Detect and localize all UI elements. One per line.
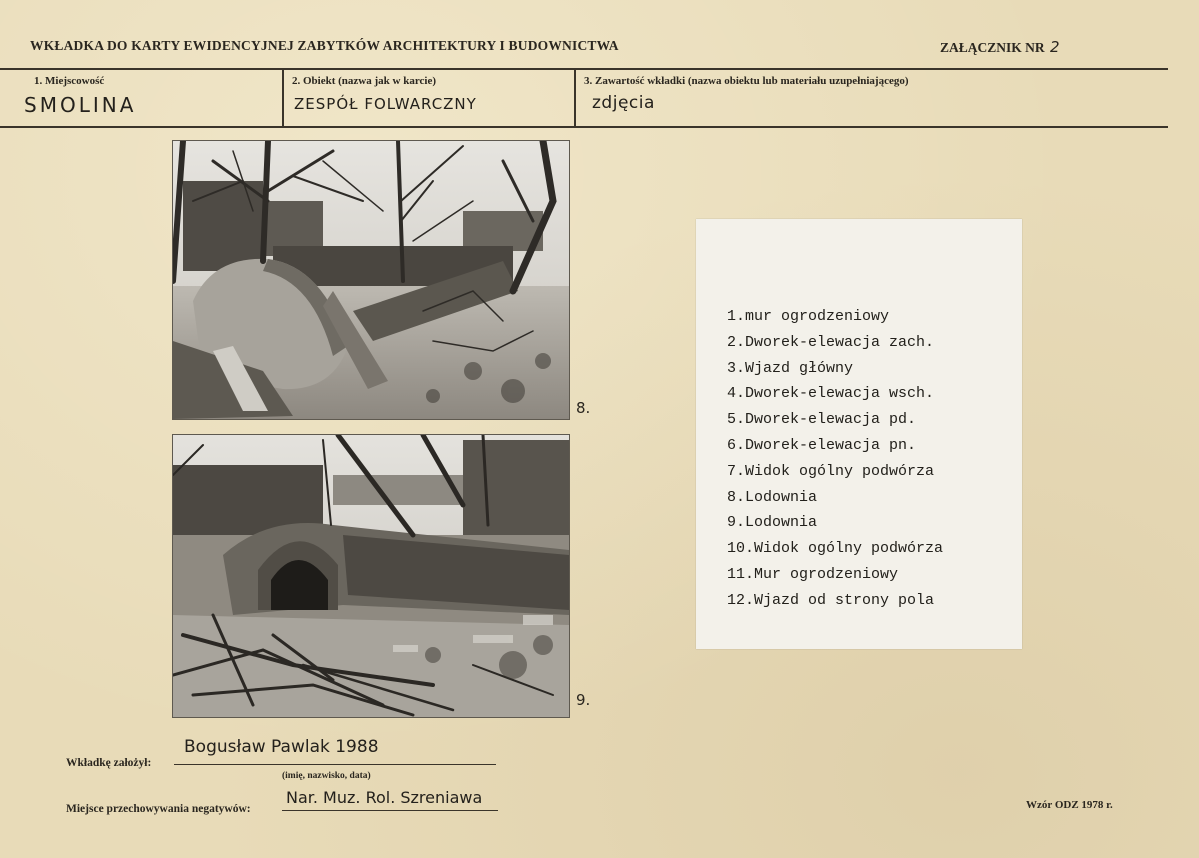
photo-number-8: 8. (576, 399, 591, 417)
photo-ice-house-2-image (173, 435, 569, 717)
photo-ice-house-1 (172, 140, 570, 420)
field-label-locality: 1. Miejscowość (34, 75, 105, 87)
field-label-object: 2. Obiekt (nazwa jak w karcie) (292, 75, 437, 87)
field-label-contents: 3. Zawartość wkładki (nazwa obiektu lub materiału uzupełniającego) (584, 75, 909, 87)
field-divider (574, 70, 576, 126)
storage-label: Miejsce przechowywania negatywów: (66, 803, 251, 815)
legend-item: 12.Wjazd od strony pola (727, 591, 935, 609)
legend-item: 3.Wjazd główny (727, 359, 854, 377)
legend-item: 1.mur ogrodzeniowy (727, 308, 890, 325)
field-value-locality: SMOLINA (24, 93, 137, 117)
field-value-object: ZESPÓŁ FOLWARCZNY (294, 95, 477, 113)
legend-item: 11.Mur ogrodzeniowy (727, 565, 899, 583)
legend-item: 4.Dworek-elewacja wsch. (727, 385, 935, 403)
author-value: Bogusław Pawlak 1988 (184, 737, 379, 757)
annex-number-value: 2 (1050, 38, 1060, 56)
photo-legend-list (727, 304, 943, 614)
field-value-contents: zdjęcia (592, 93, 655, 113)
legend-item: 8.Lodownia (727, 488, 818, 506)
annex-number (940, 38, 1060, 56)
legend-item: 5.Dworek-elewacja pd. (727, 411, 917, 429)
field-divider (282, 70, 284, 126)
legend-item: 10.Widok ogólny podwórza (727, 540, 944, 558)
legend-item: 9.Lodownia (727, 514, 818, 532)
photo-number-9: 9. (576, 691, 591, 709)
photo-ice-house-1-image (173, 141, 569, 419)
storage-line (282, 810, 498, 811)
author-label: Wkładkę założył: (66, 757, 152, 769)
header-rule-bottom (0, 126, 1168, 128)
form-code: Wzór ODZ 1978 r. (1026, 799, 1113, 811)
author-line (174, 764, 496, 765)
annex-label: ZAŁĄCZNIK NR (940, 40, 1045, 55)
storage-value: Nar. Muz. Rol. Szreniawa (286, 788, 483, 807)
header-rule-top (0, 68, 1168, 70)
legend-item: 6.Dworek-elewacja pn. (727, 436, 917, 454)
document-title: WKŁADKA DO KARTY EWIDENCYJNEJ ZABYTKÓW ARCHITEKTURY I BUDOWNICTWA (30, 38, 619, 53)
photo-legend-card (696, 219, 1022, 649)
legend-item: 2.Dworek-elewacja zach. (727, 333, 935, 351)
legend-item: 7.Widok ogólny podwórza (727, 462, 935, 480)
photo-ice-house-2 (172, 434, 570, 718)
author-hint: (imię, nazwisko, data) (282, 771, 371, 781)
